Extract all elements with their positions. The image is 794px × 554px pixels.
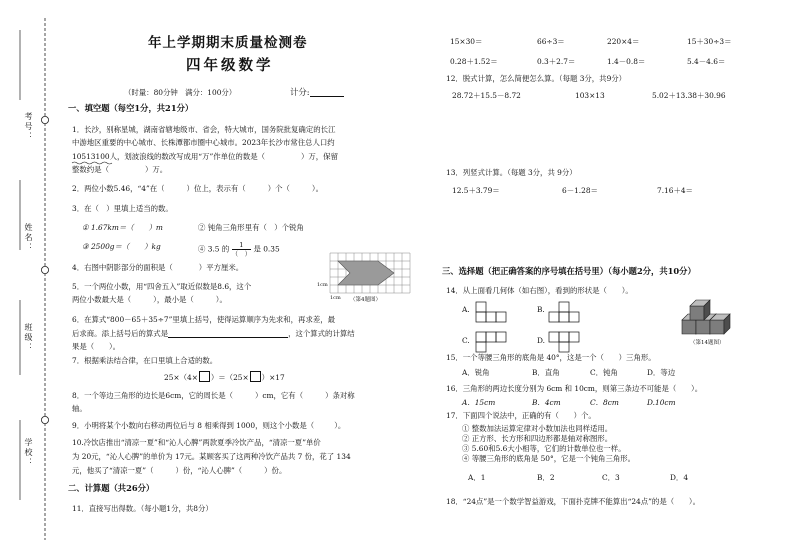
q8-line1: [72, 390, 355, 401]
score-blank[interactable]: [310, 88, 344, 97]
binding-field-name: 姓名：: [24, 223, 33, 253]
q10-line3: [72, 465, 286, 476]
q3-item-2: ② 钝角三角形里有（ ）个锐角: [198, 223, 304, 232]
q17-statement-1: ① 整数加法运算定律对小数加法也同样适用。: [462, 424, 613, 433]
q4-fig-unit-left: 1cm: [317, 282, 328, 288]
q5-line2: [72, 294, 227, 305]
q11-item-6: 0.3＋2.7＝: [537, 57, 576, 66]
q18-title: 18．“24点”是一个数学智益游戏，下面扑克牌不能算出“24点”的是（ ）。: [446, 497, 700, 506]
q9-text-b: ）。: [334, 421, 346, 430]
q2-text-a: 2．两位小数5.46，“4”在（: [72, 184, 165, 193]
q3-item-4-post: 是 0.35: [253, 244, 280, 254]
q13-item-1: 12.5＋3.79＝: [452, 186, 500, 195]
q2-text-b: ）位上，表示有（: [186, 184, 246, 193]
q1-line1: 1．长沙，别称星城，湖南省辖地级市、省会，特大城市，国务院批复确定的长江: [72, 125, 336, 134]
q3-item-4-pre: ④ 3.5 的: [198, 244, 230, 254]
q17-option-d[interactable]: D．4: [670, 473, 689, 482]
q3-title: 3．在（ ）里填上适当的数。: [72, 204, 173, 213]
q4-text-b: ）平方厘米。: [198, 263, 244, 272]
q1-line3-text-b: ）万，保留: [301, 152, 338, 161]
q8-text-a: 8．一个等边三角形的边长是6cm，它的周长是（: [72, 391, 233, 400]
q14-label-d: D.: [537, 336, 546, 345]
q13-title: 13．列竖式计算。（每题 3分，共 9分）: [446, 168, 577, 177]
binding-line: [0, 0, 60, 554]
q13-item-2: 6－1.28＝: [562, 186, 598, 195]
q15-option-b[interactable]: B．直角: [532, 368, 560, 377]
q11-item-8: 5.4－4.6＝: [687, 57, 726, 66]
q6-line2: [72, 328, 355, 339]
q7-eq-a: 25×（4×: [164, 373, 198, 382]
q14-option-d-shape: [549, 332, 579, 352]
q11-item-2: 66÷3＝: [537, 37, 565, 46]
q11-item-7: 1.4－0.8＝: [607, 57, 646, 66]
q1-line2: 中游地区重要的中心城市、长株潭都市圈中心城市。2023年长沙市常住总人口约: [72, 138, 335, 147]
q13-item-3: 7.16＋4＝: [657, 186, 693, 195]
q17-option-b[interactable]: B．2: [537, 473, 555, 482]
q14-title: 14．从上面看几何体（如右图），看到的形状是（ ）。: [446, 286, 633, 295]
q16-title: 16．三角形的两边长度分别为 6cm 和 10cm，则第三条边不可能是（ ）。: [446, 384, 703, 393]
score-label: 计分:: [290, 87, 310, 97]
q14-label-a: A.: [462, 305, 470, 314]
q1-line3-text: 10513100人，划波浪线的数改写成用“万”作单位的数是（: [72, 152, 265, 161]
q11-item-4: 15＋30÷3＝: [687, 37, 732, 46]
q15-option-c[interactable]: C．钝角: [590, 368, 618, 377]
q6-line3: 果是（ ）。: [72, 342, 121, 351]
q15-option-a[interactable]: A．锐角: [462, 368, 490, 377]
q12-item-2: 103×13: [575, 91, 605, 100]
q7-equation: [164, 371, 285, 383]
q8-line2: 轴。: [72, 404, 87, 413]
q16-option-d[interactable]: D.10cm: [647, 398, 676, 407]
q14-option-b-shape: [549, 302, 579, 322]
q15-title: 15．一个等腰三角形的底角是 40°，这是一个（ ）三角形。: [446, 353, 656, 362]
exam-info: （时量：80分钟 满分：100分）: [124, 88, 237, 97]
q14-fig-caption: （第14题图）: [690, 340, 725, 346]
q4: [72, 262, 243, 273]
q5-line1: 5．一个两位小数，用“四舍五入”取近似数是8.6，这个: [72, 282, 252, 291]
q3-item-1: ① 1.67km＝（ ）m: [82, 223, 163, 232]
q6-text-b: ，这个算式的计算结: [288, 329, 355, 338]
q12-item-1: 28.72＋15.5－8.72: [452, 91, 521, 100]
q4-fig-caption: （第4题图）: [350, 297, 381, 303]
q14-label-b: B.: [537, 305, 545, 314]
q7-box-1[interactable]: [199, 371, 210, 382]
section-3-title: 三、选择题（把正确答案的序号填在括号里）（每小题2分，共10分）: [442, 266, 696, 276]
section-2-title: 二、计算题（共26分）: [68, 483, 155, 493]
q17-option-c[interactable]: C．3: [602, 473, 620, 482]
q11-title: 11．直接写出得数。（每小题1分，共8分）: [72, 504, 213, 513]
q9-text-a: 9．小明将某个小数向右移动两位后与 8 相乘得到 1000，则这个小数是（: [72, 421, 315, 430]
q10-line2: 为 20元，“沁人心脾”的单价为 17元。某顾客买了这两种冷饮产品共 7 份，花了 134: [72, 452, 351, 461]
q5-text-b: ），最小是（: [153, 295, 194, 304]
q17-statement-4: ④ 等腰三角形的底角是 50°，它是一个钝角三角形。: [462, 454, 636, 463]
q14-label-c: C.: [462, 336, 470, 345]
q16-option-a[interactable]: A．15cm: [462, 398, 496, 407]
section-1-title: 一、填空题（每空1分，共21分）: [68, 103, 194, 113]
exam-title: 年上学期期末质量检测卷: [148, 35, 308, 51]
q5-text-a: 两位小数最大是（: [72, 295, 132, 304]
q12-item-3: 5.02＋13.38＋30.96: [652, 91, 726, 100]
q4-fig-unit-bottom: 1cm: [330, 295, 341, 301]
exam-subject: 四年级数学: [186, 57, 274, 74]
q6-text-a: 后求商。添上括号后的算式是: [72, 329, 169, 338]
q11-item-5: 0.28＋1.52＝: [450, 57, 498, 66]
q11-item-1: 15×30＝: [450, 37, 483, 46]
q3-fraction-den[interactable]: （ ）: [231, 250, 252, 258]
q7-box-2[interactable]: [250, 371, 261, 382]
q11-item-3: 220×4＝: [607, 37, 640, 46]
q10-text-a: 元，他买了“清凉一夏”（: [72, 466, 154, 475]
q3-item-3: ③ 2500g＝（ ）kg: [82, 242, 161, 251]
binding-field-school: 学校：: [24, 438, 33, 468]
q9: [72, 420, 345, 431]
binding-field-class: 班级：: [24, 323, 33, 353]
q17-statement-2: ② 正方形、长方形和四边形都是轴对称图形。: [462, 434, 613, 443]
q1-line4: [72, 164, 167, 175]
q2: [72, 183, 323, 194]
q6-answer-expression[interactable]: [168, 329, 288, 338]
q12-title: 12．脱式计算，怎么简便怎么算。（每题 3分，共9分）: [446, 74, 627, 83]
q10-text-b: ）份，“沁人心脾”（: [175, 466, 243, 475]
q7-eq-b: ）＝（25×: [210, 373, 249, 382]
q6-line1: 6．在算式“800－65＋35÷7”里填上括号，使得运算顺序为先求和，再求差，最: [72, 315, 336, 324]
q17-statement-3: ③ 5.60和5.6大小相等，它们的计数单位也一样。: [462, 444, 626, 453]
q1-line4-text-b: ）万。: [144, 165, 168, 174]
q4-figure-grid: [330, 253, 410, 293]
q17-option-a[interactable]: A．1: [468, 473, 486, 482]
q7-eq-c: ）×17: [261, 373, 285, 382]
q14-cubes-figure: [680, 300, 740, 338]
q1-line4-text: 整数约是（: [72, 165, 109, 174]
binding-field-exam-no: 考号：: [24, 112, 33, 142]
q17-title: 17．下面四个说法中，正确的有（ ）个。: [446, 411, 596, 420]
q10-line1: 10.冷饮店推出“清凉一夏”和“沁人心脾”两款夏季冷饮产品，“清凉一夏”单价: [72, 438, 321, 447]
q4-text-a: 4．右图中阴影部分的面积是（: [72, 263, 173, 272]
q3-fraction: [232, 241, 252, 258]
q7-title: 7．根据乘法结合律，在口里填上合适的数。: [72, 356, 218, 365]
q5-text-c: ）。: [215, 295, 227, 304]
q3-fraction-num: 1: [232, 241, 252, 250]
binding-strip: [0, 0, 60, 554]
q16-option-b[interactable]: B．4cm: [532, 398, 561, 407]
q8-text-c: ）条对称: [325, 391, 355, 400]
q8-text-b: ）cm，它有（: [254, 391, 304, 400]
q10-text-c: ）份。: [264, 466, 287, 475]
q3-item-4: [198, 241, 280, 258]
q16-option-c[interactable]: C．8cm: [590, 398, 619, 407]
q2-text-d: ）。: [311, 184, 323, 193]
q14-option-a-shape: [476, 302, 506, 322]
q14-option-c-shape: [476, 332, 506, 352]
q15-option-d[interactable]: D．等边: [647, 368, 676, 377]
q2-text-c: ）个（: [267, 184, 290, 193]
score-field: [290, 87, 344, 98]
